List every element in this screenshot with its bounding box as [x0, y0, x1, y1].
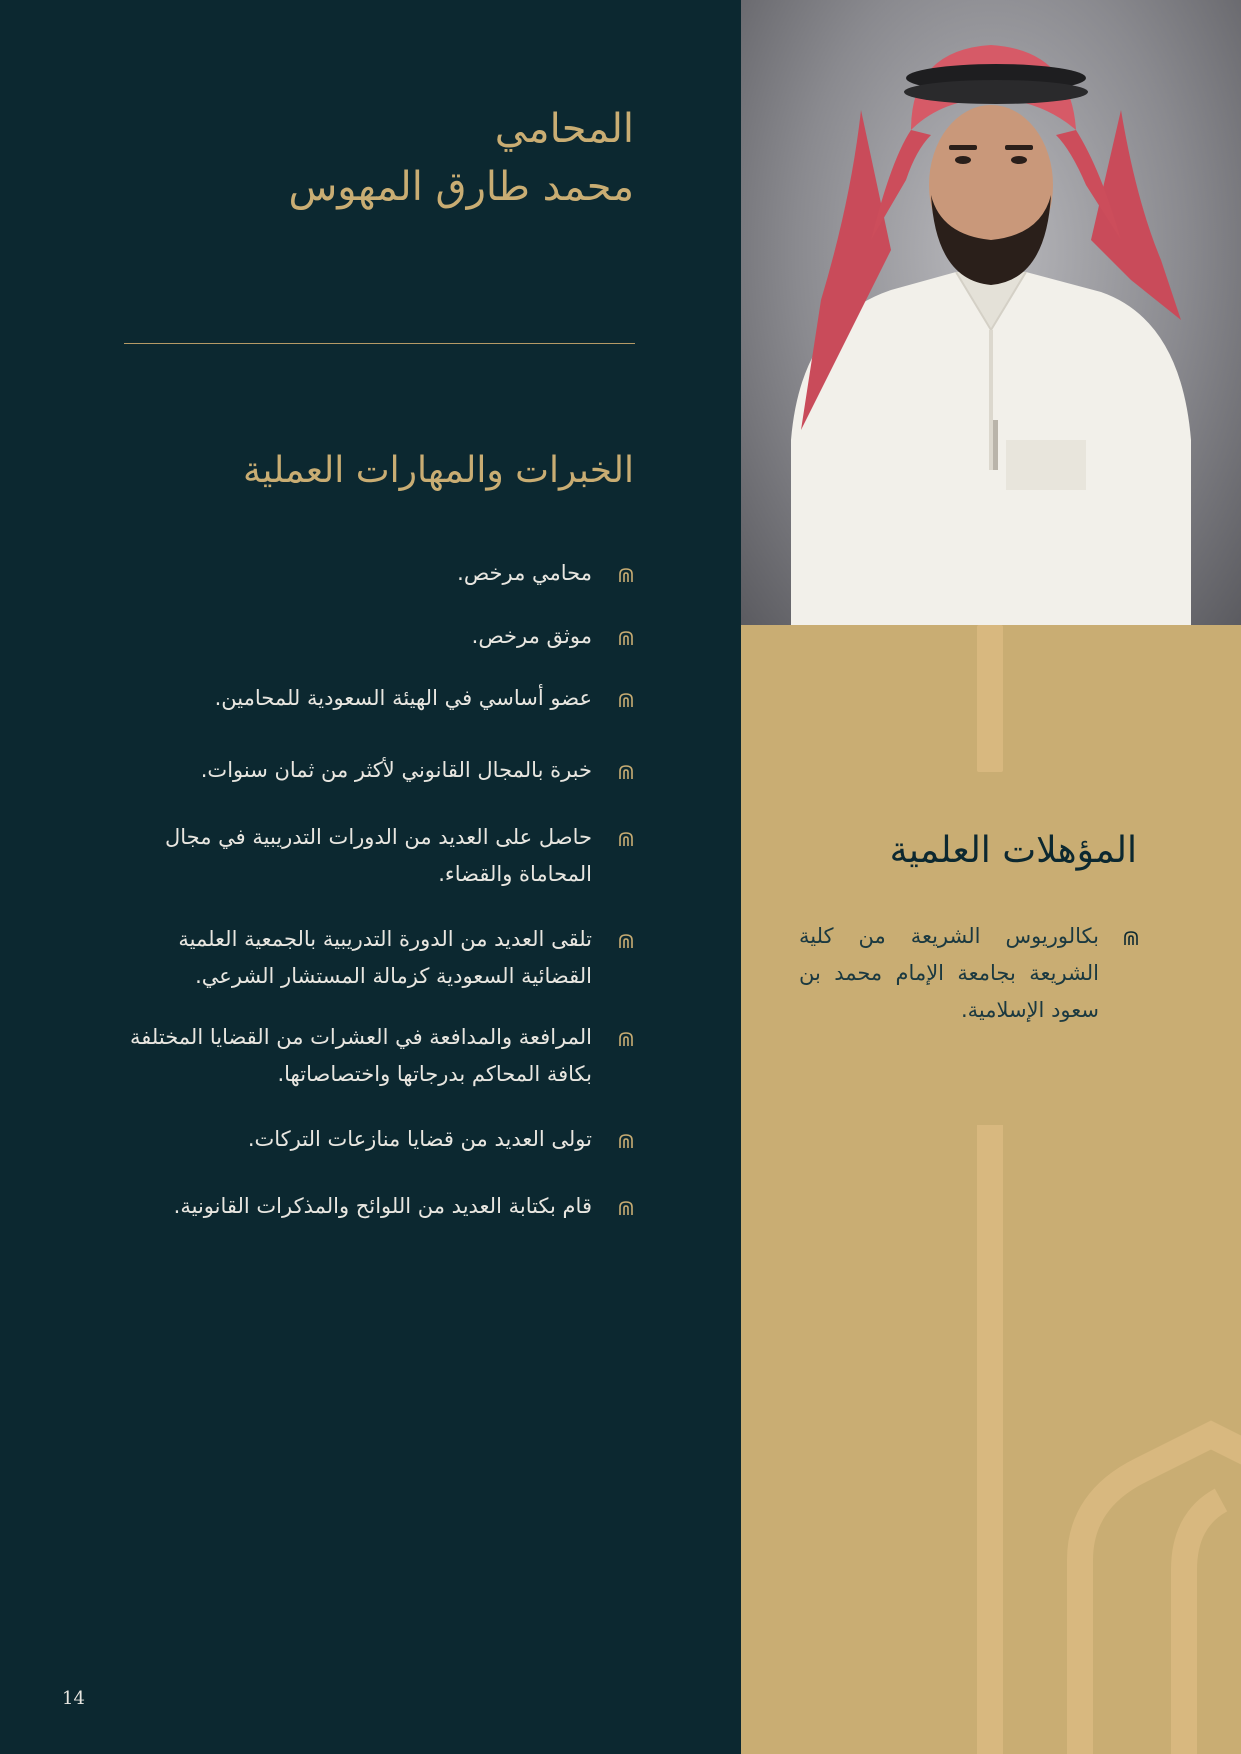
person-portrait [741, 0, 1241, 625]
arch-bullet-icon [618, 567, 634, 583]
arch-bullet-icon [618, 764, 634, 780]
list-item [799, 918, 1099, 1029]
arch-bullet-icon [618, 1031, 634, 1047]
arch-bullet-icon [1123, 930, 1139, 946]
list-item [102, 680, 592, 717]
list-item [102, 555, 592, 592]
arch-bullet-icon [618, 1133, 634, 1149]
arch-bullet-icon [618, 933, 634, 949]
list-item [102, 1121, 592, 1158]
qualifications-list [799, 918, 1099, 1029]
experience-text: عضو أساسي في الهيئة السعودية للمحامين. [214, 686, 592, 710]
arch-bullet-icon [618, 831, 634, 847]
qualification-text: بكالوريوس الشريعة من كلية الشريعة بجامعة الإمام محمد بن سعود الإسلامية. [799, 924, 1099, 1022]
list-item [102, 1019, 592, 1093]
right-panel [741, 0, 1241, 1754]
profile-photo [741, 0, 1241, 625]
experience-text: قام بكتابة العديد من اللوائح والمذكرات القانونية. [173, 1194, 592, 1218]
arch-bullet-icon [618, 692, 634, 708]
list-item [102, 819, 592, 893]
list-item [102, 752, 592, 789]
experience-text: تلقى العديد من الدورة التدريبية بالجمعية العلمية القضائية السعودية كزمالة المستشار الشرعي. [178, 927, 592, 988]
experience-title: الخبرات والمهارات العملية [243, 450, 634, 491]
experience-text: تولى العديد من قضايا منازعات التركات. [247, 1127, 592, 1151]
experience-text: خبرة بالمجال القانوني لأكثر من ثمان سنوات. [200, 758, 592, 782]
list-item [102, 1188, 592, 1225]
list-item [102, 921, 592, 995]
divider [124, 343, 635, 344]
experience-text: المرافعة والمدافعة في العشرات من القضايا المختلفة بكافة المحاكم بدرجاتها واختصاصاتها. [130, 1025, 592, 1086]
title-line-role: المحامي [494, 106, 634, 152]
experience-text: محامي مرخص. [457, 561, 592, 585]
qualifications-title: المؤهلات العلمية [889, 830, 1137, 871]
title-line-name: محمد طارق المهوس [288, 164, 634, 210]
arch-bullet-icon [618, 630, 634, 646]
experience-text: موثق مرخص. [471, 624, 592, 648]
arch-bullet-icon [618, 1200, 634, 1216]
experience-list [102, 555, 592, 1253]
experience-text: حاصل على العديد من الدورات التدريبية في مجال المحاماة والقضاء. [165, 825, 592, 886]
page-title [74, 100, 634, 216]
list-item [102, 618, 592, 655]
page-number: 14 [62, 1688, 85, 1709]
